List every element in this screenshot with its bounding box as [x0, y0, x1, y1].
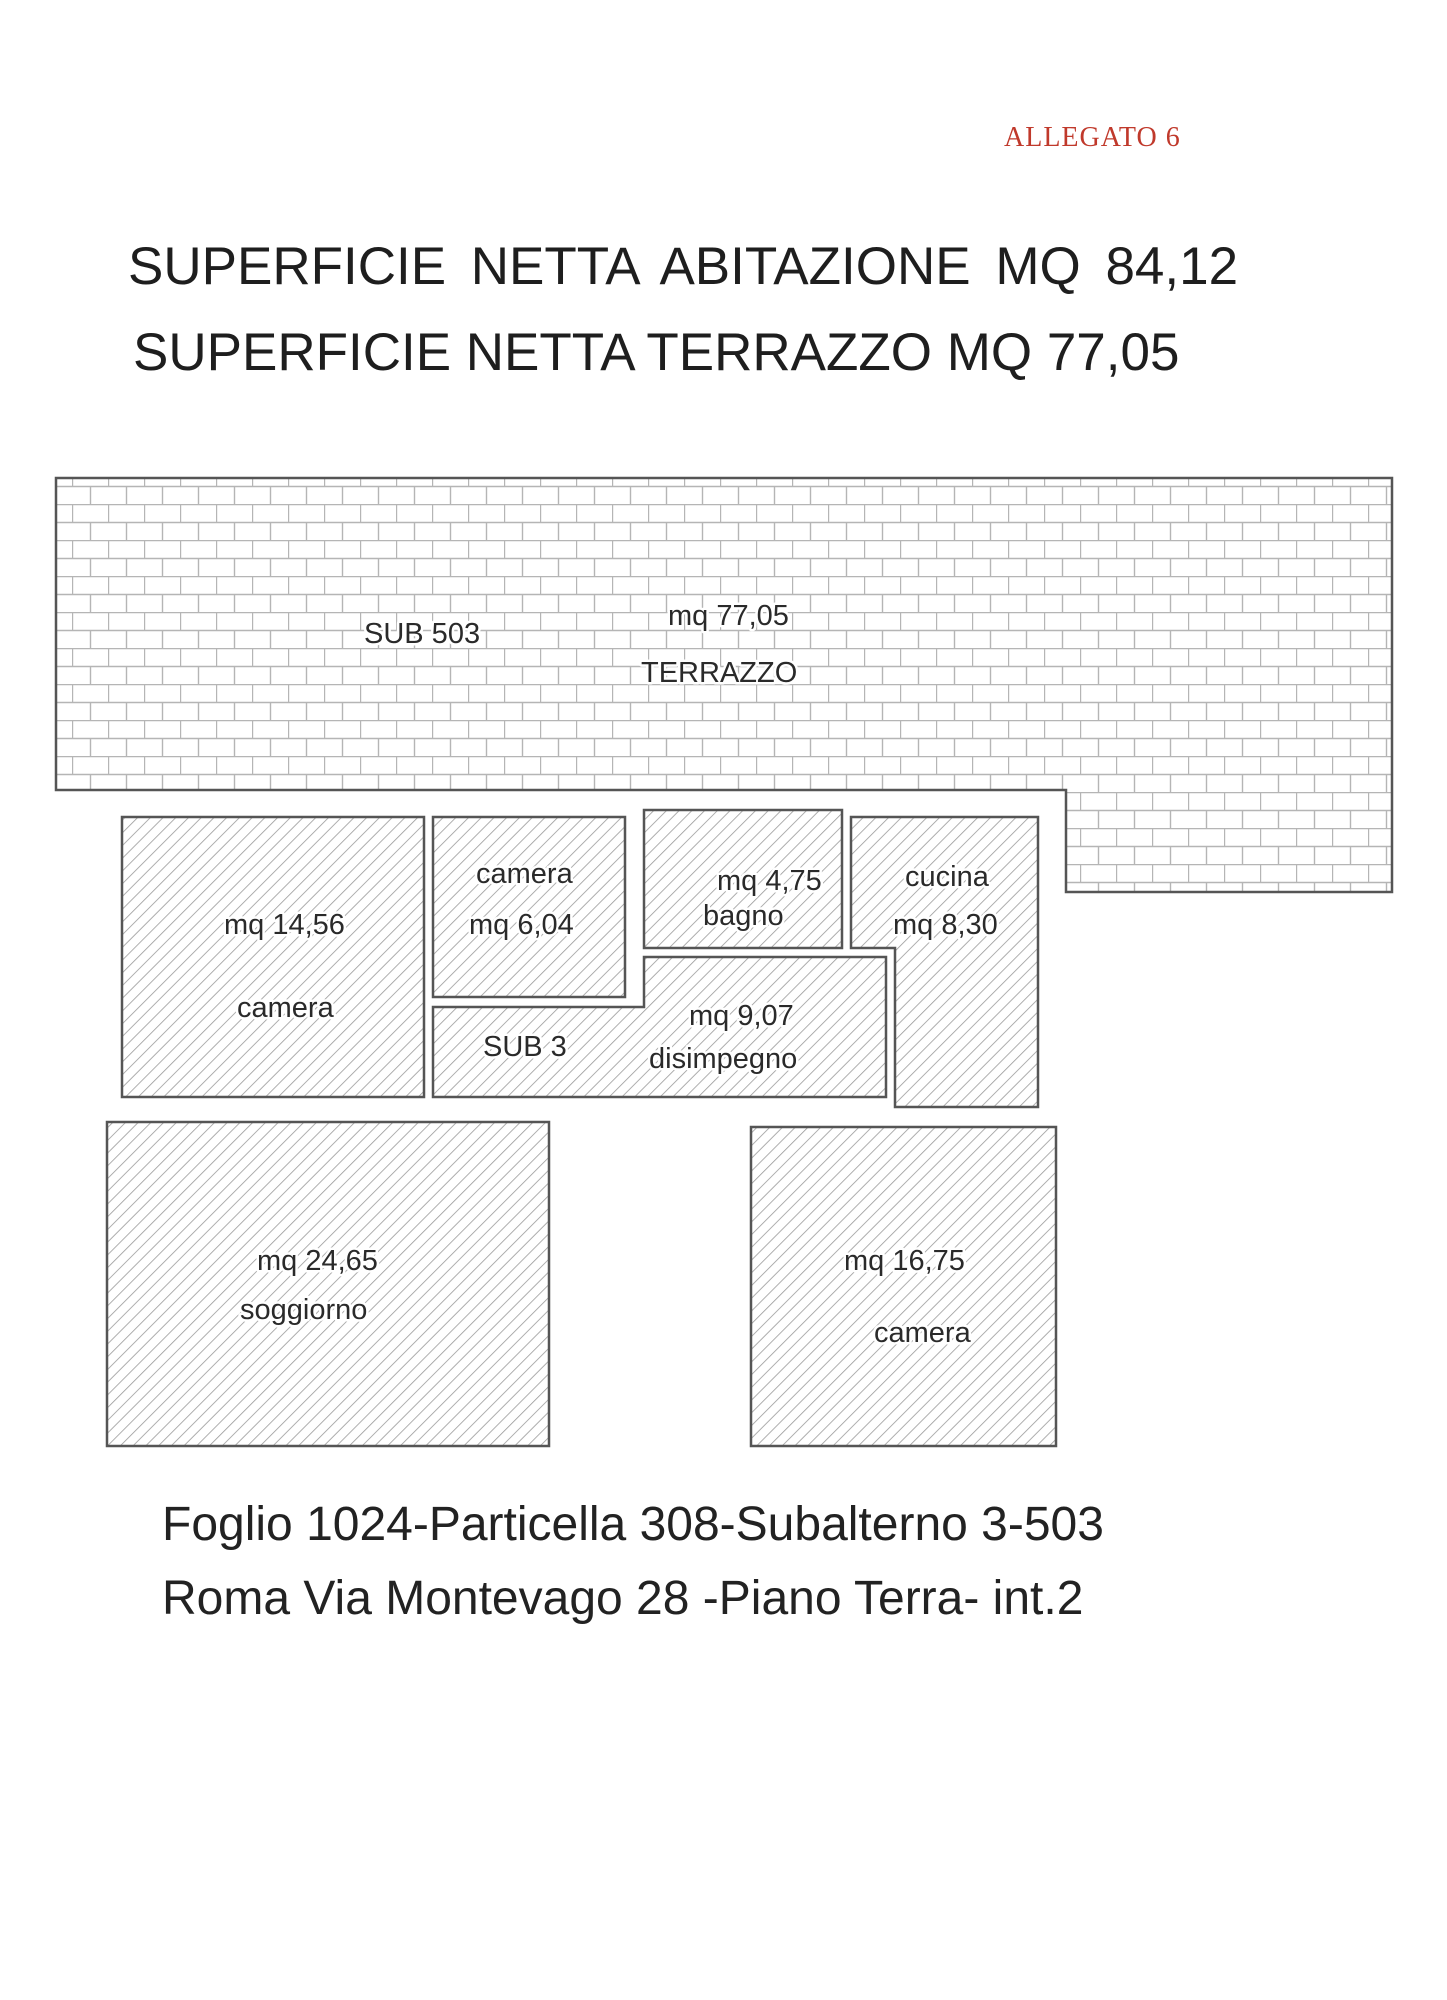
disimpegno-name: disimpegno	[649, 1043, 798, 1075]
soggiorno-name: soggiorno	[240, 1294, 368, 1326]
cucina-name: cucina	[905, 861, 989, 893]
net-area-dwelling: SUPERFICIE NETTA ABITAZIONE MQ 84,12	[128, 237, 1239, 296]
room-camera-2	[433, 817, 625, 997]
room-camera-3	[751, 1127, 1056, 1446]
bagno-name: bagno	[703, 900, 784, 932]
disimpegno-area: mq 9,07	[689, 1000, 794, 1032]
attachment-label: ALLEGATO 6	[1004, 122, 1181, 153]
camera-2-area: mq 6,04	[469, 909, 574, 941]
terrace-sub-label: SUB 503	[364, 618, 481, 650]
cadastral-reference: Foglio 1024-Particella 308-Subalterno 3-503	[162, 1498, 1104, 1551]
soggiorno-area: mq 24,65	[257, 1245, 378, 1277]
terrace-area-label: mq 77,05	[668, 600, 789, 632]
property-address: Roma Via Montevago 28 -Piano Terra- int.2	[162, 1572, 1084, 1625]
room-camera-1	[122, 817, 424, 1097]
terrace-name-label: TERRAZZO	[641, 657, 798, 689]
net-area-terrace: SUPERFICIE NETTA TERRAZZO MQ 77,05	[133, 323, 1180, 382]
room-soggiorno	[107, 1122, 549, 1446]
camera-3-name: camera	[874, 1317, 971, 1349]
camera-1-name: camera	[237, 992, 334, 1024]
camera-2-name: camera	[476, 858, 573, 890]
bagno-area: mq 4,75	[717, 865, 822, 897]
disimpegno-sub-label: SUB 3	[483, 1031, 567, 1063]
camera-1-area: mq 14,56	[224, 909, 345, 941]
cucina-area: mq 8,30	[893, 909, 998, 941]
camera-3-area: mq 16,75	[844, 1245, 965, 1277]
